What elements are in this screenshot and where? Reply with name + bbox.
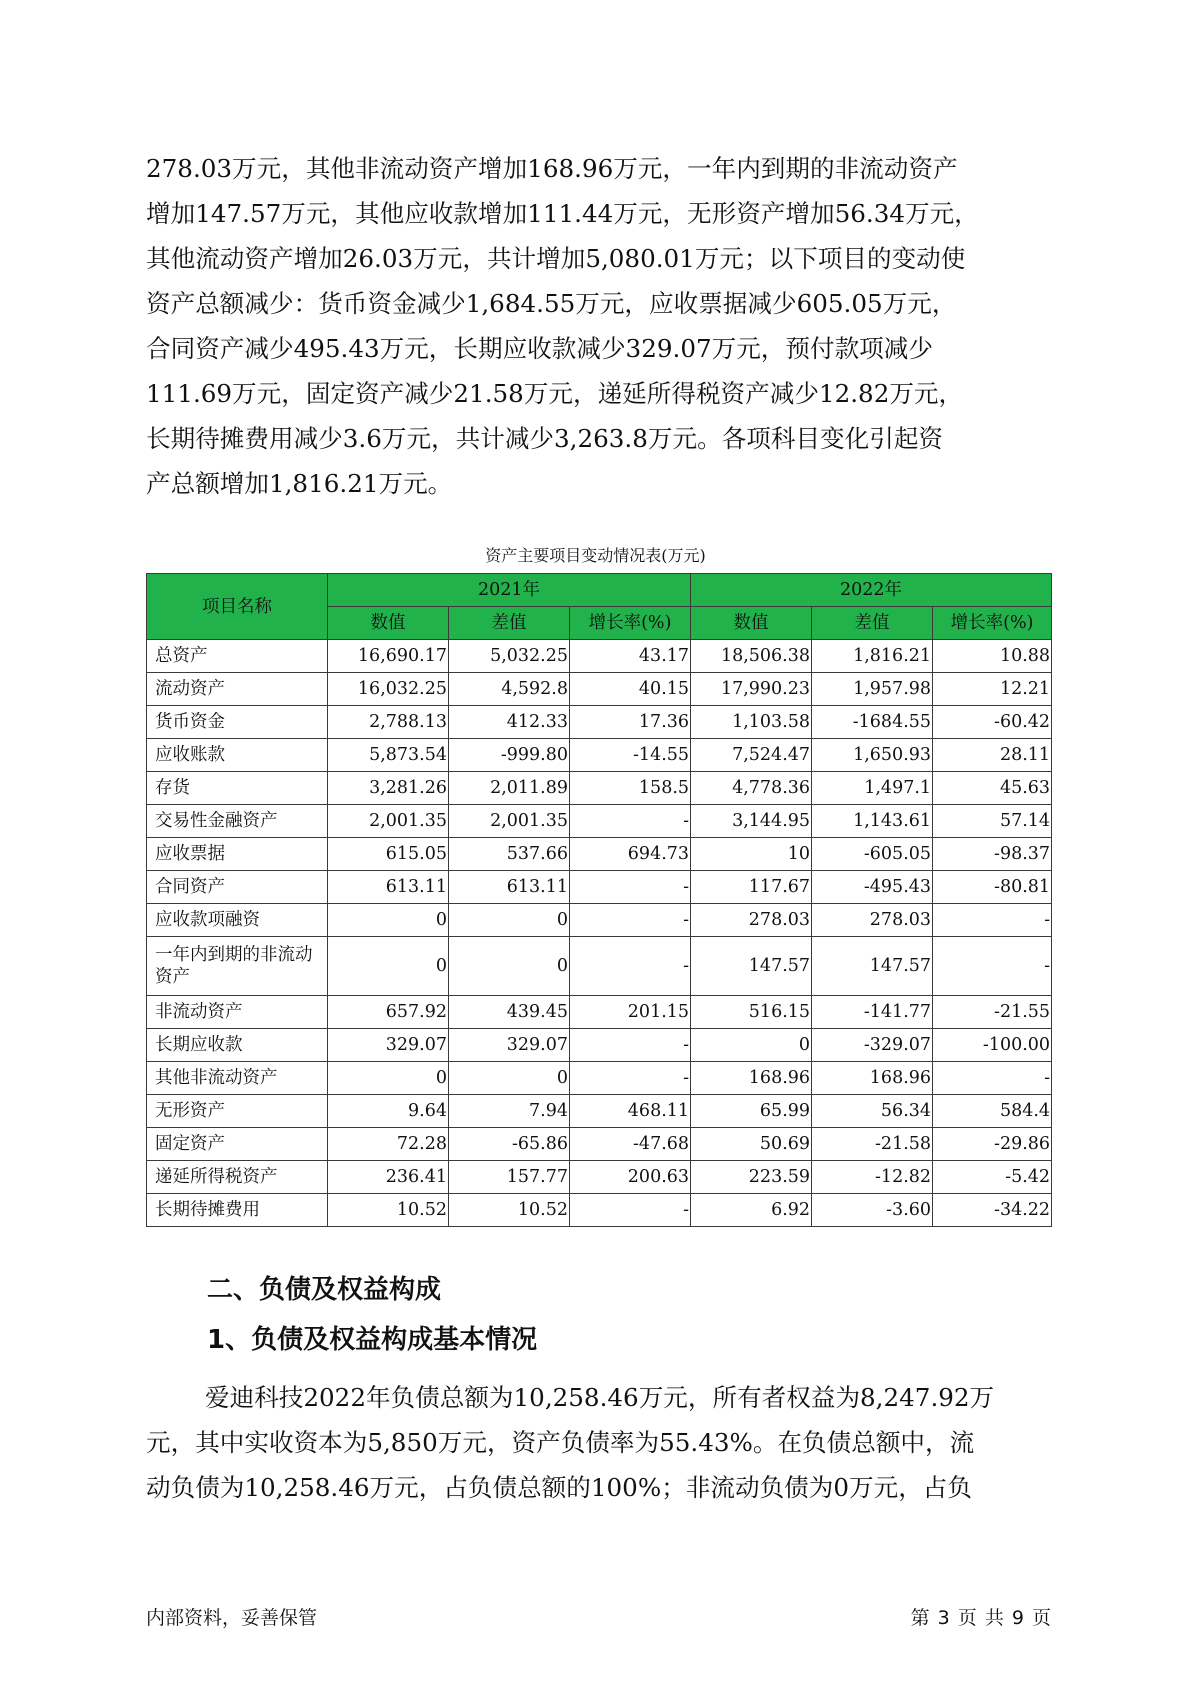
row-value-cell: 10 xyxy=(691,838,812,871)
row-value-cell: - xyxy=(570,805,691,838)
intro-paragraph xyxy=(146,146,1051,506)
row-value-cell: 0 xyxy=(328,937,449,996)
row-value-cell: -12.82 xyxy=(812,1161,933,1194)
row-value-cell: 65.99 xyxy=(691,1095,812,1128)
row-value-cell: 0 xyxy=(691,1029,812,1062)
row-value-cell: - xyxy=(570,904,691,937)
row-value-cell: 17.36 xyxy=(570,706,691,739)
row-value-cell: 16,690.17 xyxy=(328,640,449,673)
row-value-cell: 201.15 xyxy=(570,996,691,1029)
row-value-cell: - xyxy=(570,1029,691,1062)
liability-line: 元，其中实收资本为5,850万元，资产负债率为55.43%。在负债总额中，流 xyxy=(146,1428,975,1457)
row-item-name: 货币资金 xyxy=(147,706,328,739)
row-value-cell: 0 xyxy=(328,904,449,937)
row-value-cell: 329.07 xyxy=(328,1029,449,1062)
row-item-name: 存货 xyxy=(147,772,328,805)
row-value-cell: 657.92 xyxy=(328,996,449,1029)
row-value-cell: 537.66 xyxy=(449,838,570,871)
row-value-cell: 439.45 xyxy=(449,996,570,1029)
intro-line: 长期待摊费用减少3.6万元，共计减少3,263.8万元。各项科目变化引起资 xyxy=(146,424,944,453)
row-value-cell: 223.59 xyxy=(691,1161,812,1194)
row-item-name: 应收账款 xyxy=(147,739,328,772)
row-value-cell: 72.28 xyxy=(328,1128,449,1161)
row-value-cell: 613.11 xyxy=(328,871,449,904)
table-row xyxy=(147,1161,1052,1194)
intro-line: 资产总额减少：货币资金减少1,684.55万元，应收票据减少605.05万元， xyxy=(146,289,957,318)
row-item-name: 递延所得税资产 xyxy=(147,1161,328,1194)
row-value-cell: 7,524.47 xyxy=(691,739,812,772)
row-value-cell: 278.03 xyxy=(812,904,933,937)
row-value-cell: 157.77 xyxy=(449,1161,570,1194)
row-item-name: 无形资产 xyxy=(147,1095,328,1128)
row-item-name: 固定资产 xyxy=(147,1128,328,1161)
row-value-cell: 147.57 xyxy=(812,937,933,996)
row-value-cell: -21.55 xyxy=(933,996,1052,1029)
row-value-cell: 117.67 xyxy=(691,871,812,904)
intro-line: 合同资产减少495.43万元，长期应收款减少329.07万元，预付款项减少 xyxy=(146,334,933,363)
table-row xyxy=(147,640,1052,673)
row-value-cell: 5,032.25 xyxy=(449,640,570,673)
row-value-cell: 1,957.98 xyxy=(812,673,933,706)
table-row xyxy=(147,937,1052,996)
row-item-name: 一年内到期的非流动资产 xyxy=(147,937,328,996)
row-value-cell: -80.81 xyxy=(933,871,1052,904)
item-name-header: 项目名称 xyxy=(147,574,328,640)
row-value-cell: 200.63 xyxy=(570,1161,691,1194)
row-item-name: 长期应收款 xyxy=(147,1029,328,1062)
row-value-cell: 9.64 xyxy=(328,1095,449,1128)
value-header: 数值 xyxy=(691,607,812,640)
intro-line: 111.69万元，固定资产减少21.58万元，递延所得税资产减少12.82万元， xyxy=(146,379,964,408)
row-value-cell: - xyxy=(933,904,1052,937)
table-row xyxy=(147,1029,1052,1062)
row-value-cell: -100.00 xyxy=(933,1029,1052,1062)
row-value-cell: 10.52 xyxy=(449,1194,570,1227)
row-value-cell: 50.69 xyxy=(691,1128,812,1161)
table-row xyxy=(147,673,1052,706)
table-caption: 资产主要项目变动情况表(万元) xyxy=(485,546,706,565)
row-value-cell: 1,497.1 xyxy=(812,772,933,805)
liability-line: 动负债为10,258.46万元，占负债总额的100%；非流动负债为0万元，占负 xyxy=(146,1473,972,1502)
row-value-cell: 4,778.36 xyxy=(691,772,812,805)
footer-confidential-note: 内部资料，妥善保管 xyxy=(146,1607,318,1629)
year-header-2022: 2022年 xyxy=(691,574,1052,607)
row-value-cell: 0 xyxy=(449,1062,570,1095)
row-value-cell: -98.37 xyxy=(933,838,1052,871)
liability-line: 爱迪科技2022年负债总额为10,258.46万元，所有者权益为8,247.92万 xyxy=(205,1383,995,1412)
row-value-cell: -141.77 xyxy=(812,996,933,1029)
table-row xyxy=(147,904,1052,937)
row-value-cell: -5.42 xyxy=(933,1161,1052,1194)
row-value-cell: 613.11 xyxy=(449,871,570,904)
table-row xyxy=(147,1095,1052,1128)
row-value-cell: 6.92 xyxy=(691,1194,812,1227)
row-value-cell: 40.15 xyxy=(570,673,691,706)
footer-page-number: 第 3 页 共 9 页 xyxy=(910,1607,1051,1629)
row-value-cell: 12.21 xyxy=(933,673,1052,706)
row-item-name: 应收款项融资 xyxy=(147,904,328,937)
row-value-cell: 3,281.26 xyxy=(328,772,449,805)
row-value-cell: -65.86 xyxy=(449,1128,570,1161)
row-value-cell: 168.96 xyxy=(812,1062,933,1095)
row-value-cell: - xyxy=(570,1062,691,1095)
table-row xyxy=(147,739,1052,772)
year-header-2021: 2021年 xyxy=(328,574,691,607)
table-row xyxy=(147,1194,1052,1227)
table-body xyxy=(147,640,1052,1227)
intro-line: 增加147.57万元，其他应收款增加111.44万元，无形资产增加56.34万元， xyxy=(146,199,979,228)
row-value-cell: -999.80 xyxy=(449,739,570,772)
liability-paragraph xyxy=(146,1375,1051,1510)
row-value-cell: - xyxy=(933,1062,1052,1095)
row-value-cell: -495.43 xyxy=(812,871,933,904)
row-value-cell: 7.94 xyxy=(449,1095,570,1128)
intro-line: 产总额增加1,816.21万元。 xyxy=(146,469,453,498)
table-row xyxy=(147,871,1052,904)
row-value-cell: 18,506.38 xyxy=(691,640,812,673)
growth-header: 增长率(%) xyxy=(933,607,1052,640)
row-item-name: 合同资产 xyxy=(147,871,328,904)
diff-header: 差值 xyxy=(449,607,570,640)
row-value-cell: 0 xyxy=(449,937,570,996)
row-value-cell: 615.05 xyxy=(328,838,449,871)
row-value-cell: -21.58 xyxy=(812,1128,933,1161)
row-value-cell: 57.14 xyxy=(933,805,1052,838)
row-value-cell: 17,990.23 xyxy=(691,673,812,706)
row-value-cell: -47.68 xyxy=(570,1128,691,1161)
row-value-cell: 278.03 xyxy=(691,904,812,937)
row-value-cell: 1,650.93 xyxy=(812,739,933,772)
row-value-cell: 168.96 xyxy=(691,1062,812,1095)
row-value-cell: -605.05 xyxy=(812,838,933,871)
table-row xyxy=(147,805,1052,838)
row-value-cell: 158.5 xyxy=(570,772,691,805)
row-value-cell: 329.07 xyxy=(449,1029,570,1062)
row-value-cell: - xyxy=(933,937,1052,996)
row-value-cell: 4,592.8 xyxy=(449,673,570,706)
row-value-cell: 694.73 xyxy=(570,838,691,871)
row-value-cell: 2,011.89 xyxy=(449,772,570,805)
row-value-cell: 43.17 xyxy=(570,640,691,673)
row-value-cell: -329.07 xyxy=(812,1029,933,1062)
row-value-cell: - xyxy=(570,937,691,996)
value-header: 数值 xyxy=(328,607,449,640)
table-row xyxy=(147,706,1052,739)
row-value-cell: 147.57 xyxy=(691,937,812,996)
row-value-cell: 236.41 xyxy=(328,1161,449,1194)
row-value-cell: 584.4 xyxy=(933,1095,1052,1128)
row-value-cell: 56.34 xyxy=(812,1095,933,1128)
table-row xyxy=(147,996,1052,1029)
asset-change-table xyxy=(146,573,1052,1227)
row-value-cell: 0 xyxy=(449,904,570,937)
section-heading: 二、负债及权益构成 xyxy=(207,1275,442,1305)
row-value-cell: 10.52 xyxy=(328,1194,449,1227)
row-value-cell: -34.22 xyxy=(933,1194,1052,1227)
diff-header: 差值 xyxy=(812,607,933,640)
row-value-cell: -14.55 xyxy=(570,739,691,772)
row-value-cell: 2,788.13 xyxy=(328,706,449,739)
growth-header: 增长率(%) xyxy=(570,607,691,640)
table-row xyxy=(147,772,1052,805)
sub-heading: 1、负债及权益构成基本情况 xyxy=(207,1325,538,1355)
row-item-name: 非流动资产 xyxy=(147,996,328,1029)
row-value-cell: 2,001.35 xyxy=(449,805,570,838)
table-row xyxy=(147,1128,1052,1161)
row-item-name: 长期待摊费用 xyxy=(147,1194,328,1227)
row-item-name: 应收票据 xyxy=(147,838,328,871)
row-value-cell: -29.86 xyxy=(933,1128,1052,1161)
row-value-cell: 1,816.21 xyxy=(812,640,933,673)
row-value-cell: 1,143.61 xyxy=(812,805,933,838)
row-value-cell: 468.11 xyxy=(570,1095,691,1128)
intro-line: 其他流动资产增加26.03万元，共计增加5,080.01万元；以下项目的变动使 xyxy=(146,244,966,273)
row-value-cell: - xyxy=(570,871,691,904)
row-value-cell: 1,103.58 xyxy=(691,706,812,739)
row-value-cell: 28.11 xyxy=(933,739,1052,772)
table-row xyxy=(147,838,1052,871)
row-value-cell: -1684.55 xyxy=(812,706,933,739)
row-value-cell: 0 xyxy=(328,1062,449,1095)
row-value-cell: 3,144.95 xyxy=(691,805,812,838)
row-value-cell: 2,001.35 xyxy=(328,805,449,838)
table-row xyxy=(147,1062,1052,1095)
row-value-cell: -3.60 xyxy=(812,1194,933,1227)
row-value-cell: 16,032.25 xyxy=(328,673,449,706)
row-value-cell: 516.15 xyxy=(691,996,812,1029)
intro-line: 278.03万元，其他非流动资产增加168.96万元，一年内到期的非流动资产 xyxy=(146,154,958,183)
row-item-name: 其他非流动资产 xyxy=(147,1062,328,1095)
row-value-cell: -60.42 xyxy=(933,706,1052,739)
row-value-cell: 45.63 xyxy=(933,772,1052,805)
row-value-cell: 5,873.54 xyxy=(328,739,449,772)
row-value-cell: 10.88 xyxy=(933,640,1052,673)
row-value-cell: 412.33 xyxy=(449,706,570,739)
row-item-name: 总资产 xyxy=(147,640,328,673)
row-value-cell: - xyxy=(570,1194,691,1227)
row-item-name: 交易性金融资产 xyxy=(147,805,328,838)
row-item-name: 流动资产 xyxy=(147,673,328,706)
